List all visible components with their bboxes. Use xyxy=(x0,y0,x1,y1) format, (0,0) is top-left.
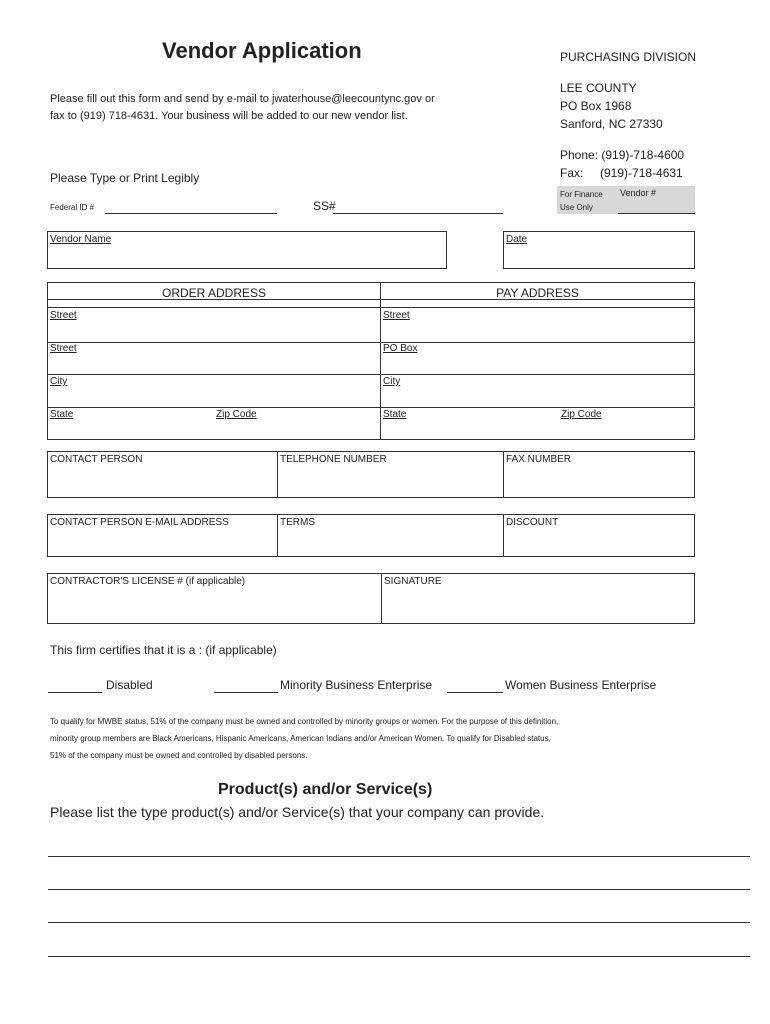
terms-field[interactable]: TERMS xyxy=(280,517,315,528)
women-label: Women Business Enterprise xyxy=(505,678,657,692)
pay-city-field[interactable]: City xyxy=(383,376,401,387)
order-city-field[interactable]: City xyxy=(50,376,68,387)
email-row xyxy=(47,514,695,557)
products-subtitle: Please list the type product(s) and/or Service(s) that your company can provide. xyxy=(50,804,545,820)
finance-use-only-box xyxy=(557,186,695,214)
order-address-header: ORDER ADDRESS xyxy=(161,286,267,300)
pay-po-box-field[interactable]: PO Box xyxy=(383,343,418,354)
division-fax: Fax: (919)-718-4631 xyxy=(560,166,683,180)
products-write-line-4[interactable] xyxy=(48,956,750,957)
order-street-2-field[interactable]: Street xyxy=(50,343,77,354)
pay-zip-field[interactable]: Zip Code xyxy=(561,409,602,420)
certification-intro: This firm certifies that it is a : (if applicable) xyxy=(50,643,277,657)
vendor-number-label: Vendor # xyxy=(620,188,657,198)
products-write-line-1[interactable] xyxy=(48,856,750,857)
legibly-note: Please Type or Print Legibly xyxy=(50,171,200,185)
disabled-checkline[interactable] xyxy=(48,692,102,693)
finance-label-line-1: For Finance xyxy=(560,190,603,199)
division-address xyxy=(560,48,696,182)
minority-label: Minority Business Enterprise xyxy=(280,678,433,692)
intro-line-2: fax to (919) 718-4631. Your business will be added to our new vendor list. xyxy=(50,110,408,122)
signature-field[interactable]: SIGNATURE xyxy=(384,576,442,587)
mwbe-note xyxy=(50,713,690,764)
pay-street-field[interactable]: Street xyxy=(383,310,410,321)
contact-email-field[interactable]: CONTACT PERSON E-MAIL ADDRESS xyxy=(50,517,229,528)
disabled-label: Disabled xyxy=(106,678,153,692)
order-state-field[interactable]: State xyxy=(50,409,74,420)
vendor-number-field[interactable] xyxy=(618,213,695,214)
finance-label-line-2: Use Only xyxy=(560,203,593,212)
division-phone: Phone: (919)-718-4600 xyxy=(560,148,685,162)
contact-person-field[interactable]: CONTACT PERSON xyxy=(50,454,143,465)
telephone-field[interactable]: TELEPHONE NUMBER xyxy=(280,454,387,465)
intro-text xyxy=(50,91,470,125)
fax-number-field[interactable]: FAX NUMBER xyxy=(506,454,572,465)
division-name: PURCHASING DIVISION xyxy=(560,50,697,64)
discount-field[interactable]: DISCOUNT xyxy=(506,517,559,528)
address-table xyxy=(47,282,695,440)
pay-address-header: PAY ADDRESS xyxy=(496,286,579,300)
products-title: Product(s) and/or Service(s) xyxy=(218,781,433,798)
finance-label xyxy=(560,188,603,214)
minority-checkline[interactable] xyxy=(214,692,278,693)
page-title: Vendor Application xyxy=(162,38,362,63)
federal-id-field[interactable] xyxy=(105,213,277,214)
license-row xyxy=(47,573,695,624)
date-field[interactable] xyxy=(503,231,695,269)
division-county: LEE COUNTY xyxy=(560,81,637,95)
mwbe-note-line-3: 51% of the company must be owned and controlled by disabled persons. xyxy=(50,751,308,760)
date-label: Date xyxy=(506,234,528,245)
mwbe-note-line-2: minority group members are Black Americans, Hispanic Americans, American Indians and/or American Women. To qualify for Disabled status, xyxy=(50,734,551,743)
products-write-line-2[interactable] xyxy=(48,889,750,890)
products-write-line-3[interactable] xyxy=(48,922,750,923)
contact-row xyxy=(47,451,695,498)
contractor-license-field[interactable]: CONTRACTOR'S LICENSE # (if applicable) xyxy=(50,576,246,587)
order-street-1-field[interactable]: Street xyxy=(50,310,77,321)
federal-id-label: Federal ID # xyxy=(50,203,95,212)
vendor-name-field[interactable] xyxy=(47,231,447,269)
order-zip-field[interactable]: Zip Code xyxy=(216,409,257,420)
ss-label: SS# xyxy=(313,199,336,213)
vendor-name-label: Vendor Name xyxy=(50,234,112,245)
women-checkline[interactable] xyxy=(447,692,503,693)
division-po-box: PO Box 1968 xyxy=(560,99,632,113)
mwbe-note-line-1: To qualify for MWBE status, 51% of the company must be owned and controlled by minority groups or women. For the purpose of this definition, xyxy=(50,717,559,726)
division-city: Sanford, NC 27330 xyxy=(560,117,663,131)
pay-state-field[interactable]: State xyxy=(383,409,407,420)
intro-line-1: Please fill out this form and send by e-mail to jwaterhouse@leecountync.gov or xyxy=(50,93,435,105)
ss-field[interactable] xyxy=(333,213,503,214)
